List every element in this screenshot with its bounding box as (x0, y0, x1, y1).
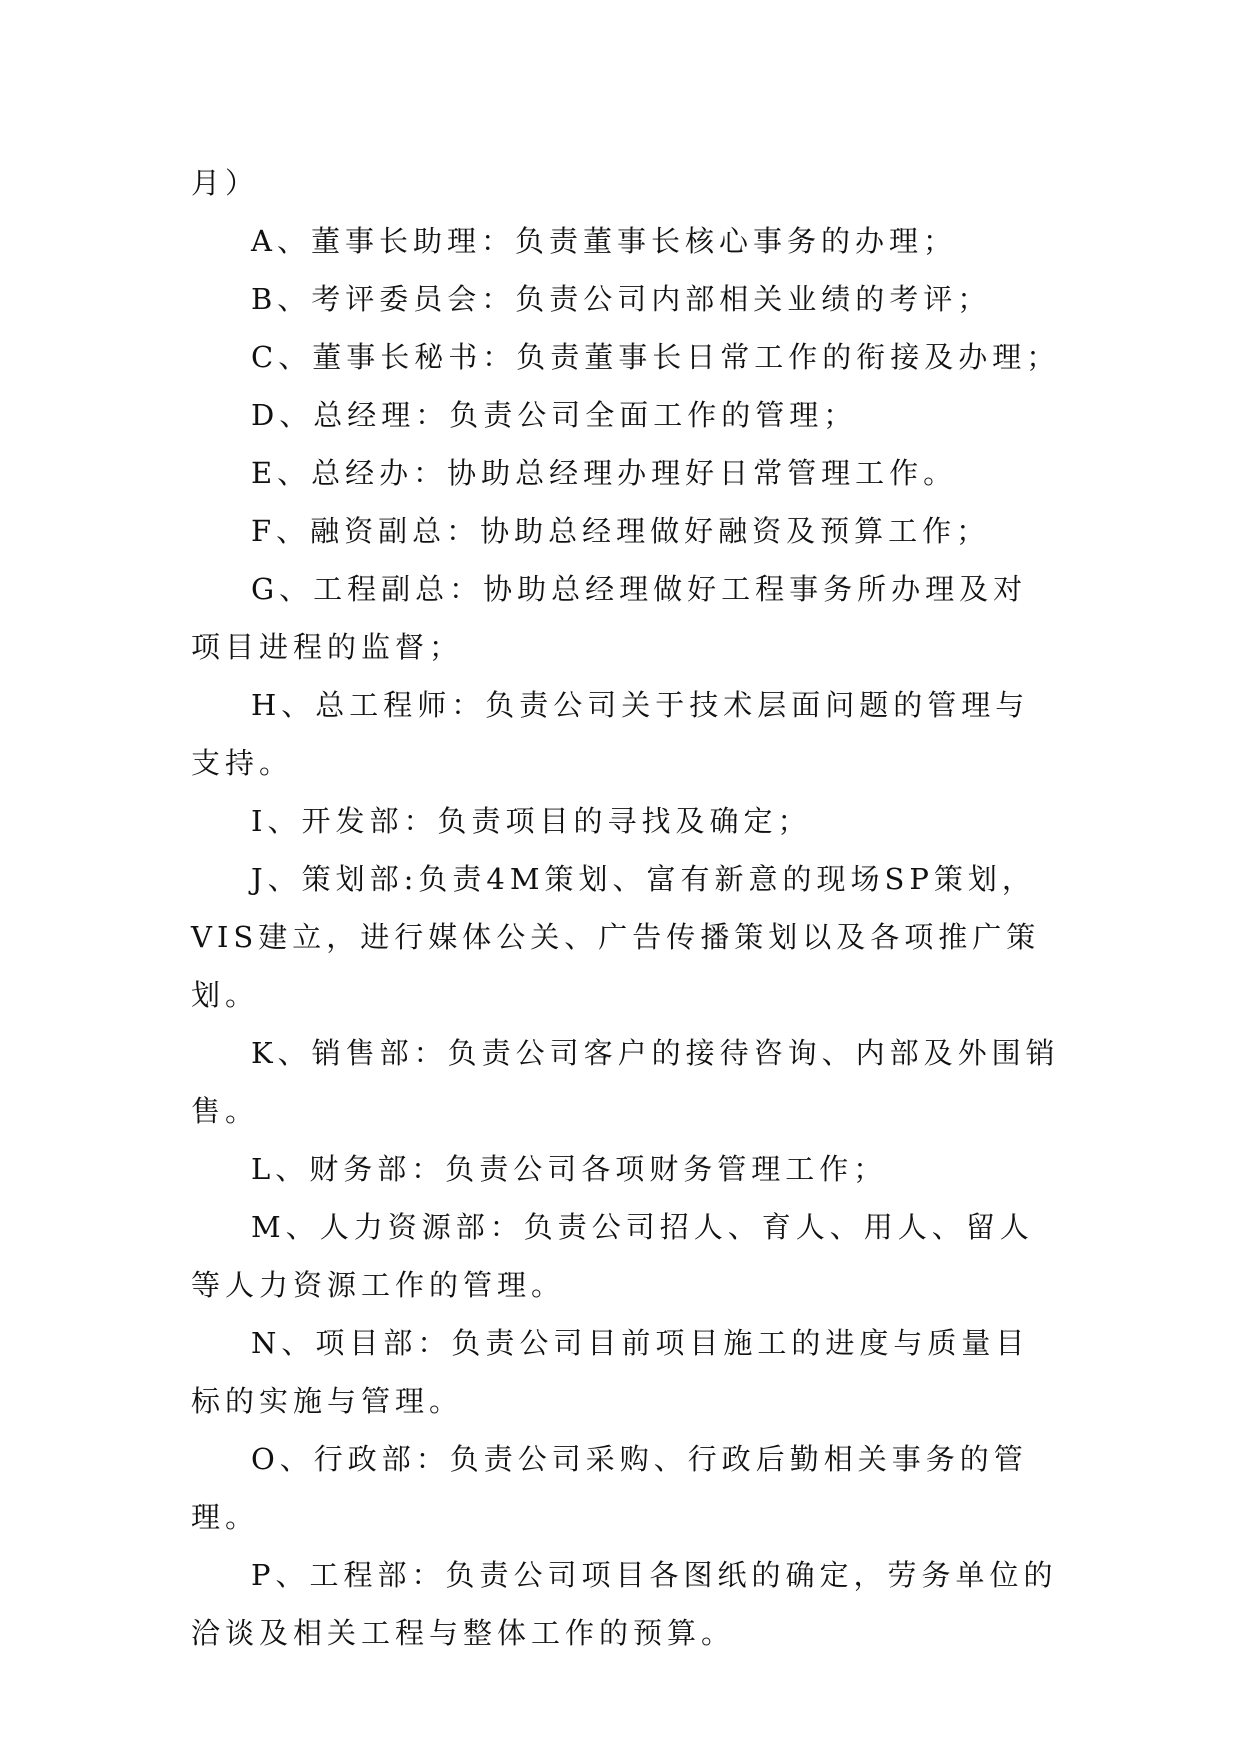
paragraph-continuation: 月） (191, 166, 260, 200)
paragraph-sales-dept: K、销售部：负责公司客户的接待咨询、内部及外围销售。 (191, 1036, 1060, 1128)
paragraph-finance-dept: L、财务部：负责公司各项财务管理工作； (251, 1152, 888, 1186)
paragraph-admin-dept: O、行政部：负责公司采购、行政后勤相关事务的管理。 (191, 1442, 1028, 1534)
paragraph-project-dept: N、项目部：负责公司目前项目施工的进度与质量目标的实施与管理。 (191, 1326, 1030, 1418)
paragraph-chairman-secretary: C、董事长秘书：负责董事长日常工作的衔接及办理； (251, 340, 1061, 374)
paragraph-financing-vp: F、融资副总：协助总经理做好融资及预算工作； (251, 514, 991, 548)
paragraph-engineering-dept: P、工程部：负责公司项目各图纸的确定，劳务单位的洽谈及相关工程与整体工作的预算。 (191, 1558, 1058, 1650)
paragraph-general-manager: D、总经理：负责公司全面工作的管理； (251, 398, 858, 432)
paragraph-hr-dept: M、人力资源部：负责公司招人、育人、用人、留人等人力资源工作的管理。 (191, 1210, 1034, 1302)
paragraph-evaluation-committee: B、考评委员会：负责公司内部相关业绩的考评； (251, 282, 992, 316)
paragraph-chairman-assistant: A、董事长助理：负责董事长核心事务的办理； (251, 224, 957, 258)
paragraph-gm-office: E、总经办：协助总经理办理好日常管理工作。 (251, 456, 958, 490)
paragraph-planning-dept: J、策划部:负责4M策划、富有新意的现场SP策划，VIS建立，进行媒体公关、广告传播策划以及各项推广策划。 (191, 862, 1041, 1012)
paragraph-development-dept: I、开发部：负责项目的寻找及确定； (251, 804, 812, 838)
document-body (191, 154, 1061, 1662)
paragraph-chief-engineer: H、总工程师：负责公司关于技术层面问题的管理与支持。 (191, 688, 1030, 780)
paragraph-engineering-vp: G、工程副总：协助总经理做好工程事务所办理及对项目进程的监督； (191, 572, 1028, 664)
